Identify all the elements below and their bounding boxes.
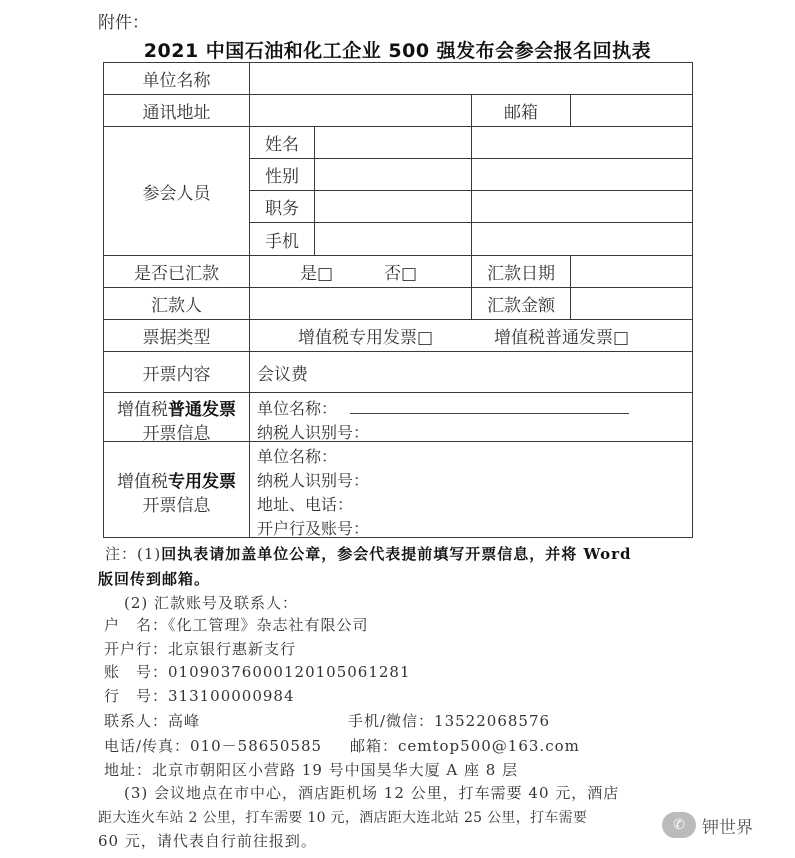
invoice-type-label: 票据类型 <box>142 328 211 348</box>
vat-special-bank-label: 开户行及账号： <box>257 519 370 538</box>
company-name-field[interactable] <box>250 63 692 94</box>
account-number: 账 号：01090376000120105061281 <box>104 663 411 681</box>
bank-name: 开户行：北京银行惠新支行 <box>104 640 297 658</box>
vat-normal-unit-name-label: 单位名称： <box>257 399 338 418</box>
grid-line <box>570 287 571 319</box>
vat-special-checkbox[interactable]: 增值税专用发票□ <box>298 328 434 348</box>
note-1-prefix: 注：(1) <box>105 545 162 563</box>
note-3-line-1: (3) 会议地点在市中心，酒店距机场 12 公里，打车需要 40 元，酒店 <box>124 784 620 802</box>
grid-line <box>570 255 571 287</box>
contact-phone-fax: 电话/传真：010－58650585 <box>104 737 323 755</box>
email-label: 邮箱 <box>504 103 538 123</box>
invoice-content-value: 会议费 <box>257 364 308 385</box>
attendees-label: 参会人员 <box>142 183 211 204</box>
company-name-label: 单位名称 <box>142 71 211 91</box>
vat-special-taxpayer-label: 纳税人识别号： <box>257 471 370 490</box>
note-1-bold: 回执表请加盖单位公章，参会代表提前填写开票信息，并将 Word <box>161 545 632 563</box>
vat-normal-checkbox[interactable]: 增值税普通发票□ <box>494 328 630 348</box>
grid-line <box>314 126 315 255</box>
grid-line <box>103 537 692 538</box>
address-field[interactable] <box>250 95 471 126</box>
vat-normal-prefix: 增值税 <box>117 400 168 420</box>
watermark-text: 钾世界 <box>702 817 753 838</box>
email-field[interactable] <box>571 95 692 126</box>
vat-special-strong: 专用发票 <box>168 472 236 492</box>
vat-special-heading <box>104 467 249 492</box>
vat-special-prefix: 增值税 <box>117 472 168 492</box>
remitter-label: 汇款人 <box>151 296 202 316</box>
remit-date-label: 汇款日期 <box>487 264 555 284</box>
vat-special-address-label: 地址、电话： <box>257 495 354 514</box>
vat-special-unit-name-label: 单位名称： <box>257 447 338 466</box>
contact-mobile: 手机/微信：13522068576 <box>348 712 551 730</box>
note-3-line-2: 距大连火车站 2 公里，打车需要 10 元，酒店距大连北站 25 公里，打车需要 <box>98 810 588 826</box>
vat-normal-info-label: 开票信息 <box>142 424 211 444</box>
vat-special-info-label: 开票信息 <box>142 496 211 516</box>
wechat-icon: ✆ <box>662 812 696 838</box>
watermark <box>662 812 753 838</box>
vat-normal-strong: 普通发票 <box>168 400 236 420</box>
remitted-label: 是否已汇款 <box>134 264 219 284</box>
contact-person: 联系人：高峰 <box>104 712 201 730</box>
vat-normal-heading <box>104 395 249 420</box>
attachment-label: 附件： <box>98 13 149 33</box>
account-holder: 户 名：《化工管理》杂志社有限公司 <box>104 616 369 634</box>
remit-amount-label: 汇款金额 <box>487 296 555 316</box>
attendee-gender-label: 性别 <box>265 167 299 187</box>
unit-name-underline <box>350 413 629 414</box>
remitted-yes-checkbox[interactable]: 是□ <box>300 264 334 284</box>
page-title: 2021 中国石油和化工企业 500 强发布会参会报名回执表 <box>143 40 652 62</box>
attendee-mobile-label: 手机 <box>265 231 299 252</box>
note-2: (2) 汇款账号及联系人： <box>124 594 299 612</box>
bank-code: 行 号：313100000984 <box>104 687 295 705</box>
address-label: 通讯地址 <box>142 103 211 123</box>
note-1-continued: 版回传到邮箱。 <box>98 570 211 588</box>
note-1 <box>105 543 632 564</box>
attendee-name-label: 姓名 <box>265 135 299 155</box>
contact-email: 邮箱：cemtop500@163.com <box>350 737 580 755</box>
venue-address: 地址：北京市朝阳区小营路 19 号中国昊华大厦 A 座 8 层 <box>104 761 519 779</box>
grid-line <box>103 392 692 393</box>
remitted-no-checkbox[interactable]: 否□ <box>384 264 418 284</box>
note-3-line-3: 60 元，请代表自行前往报到。 <box>98 832 317 850</box>
grid-line <box>692 62 693 538</box>
vat-normal-taxpayer-label: 纳税人识别号： <box>257 423 370 442</box>
attendee-position-label: 职务 <box>265 199 299 219</box>
invoice-content-label: 开票内容 <box>142 364 211 385</box>
